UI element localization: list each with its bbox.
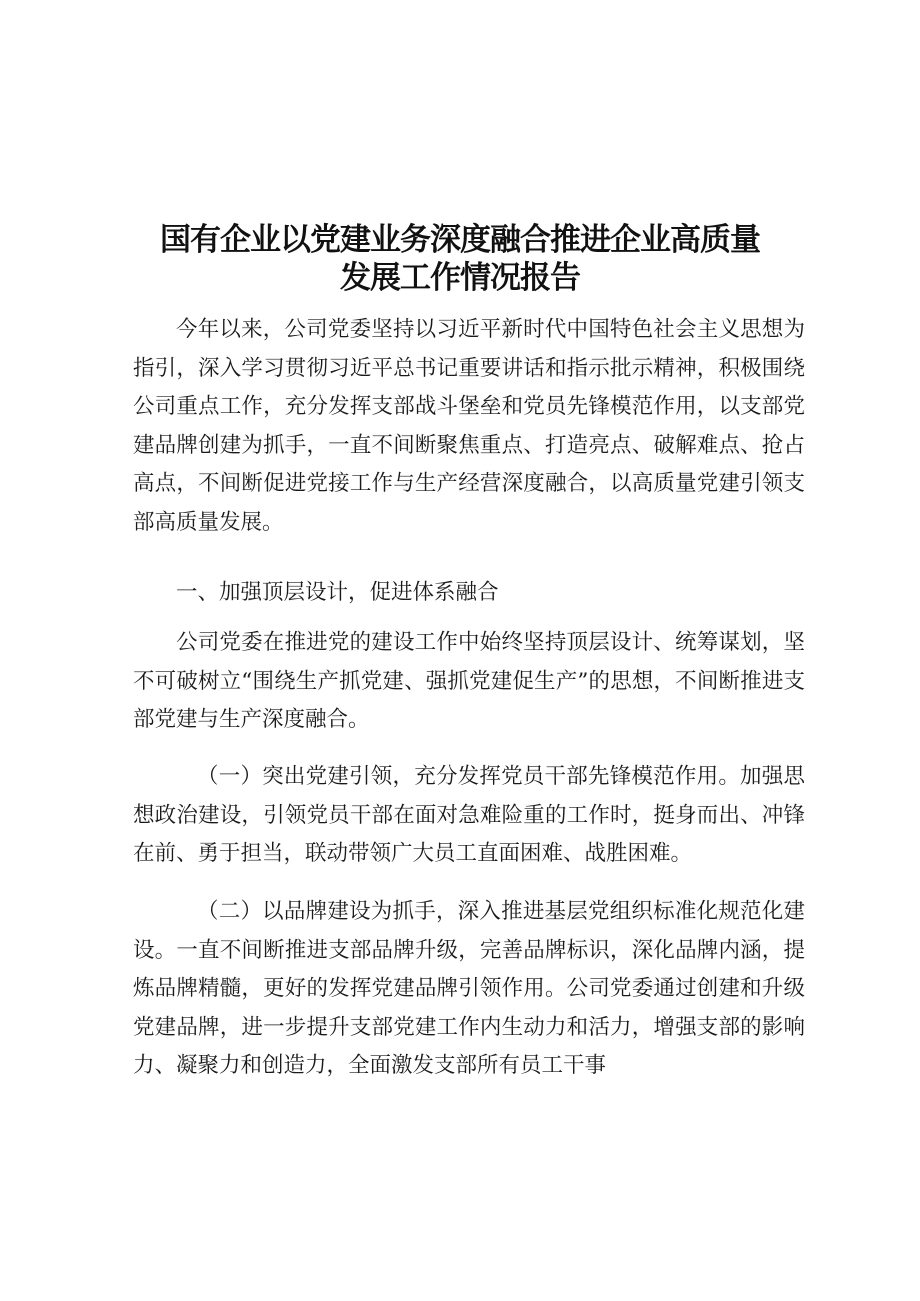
section-1-paragraph: 公司党委在推进党的建设工作中始终坚持顶层设计、统筹谋划，坚不可破树立“围绕生产抓党建、强抓党建促生产”的思想，不间断推进支部党建与生产深度融合。 [133, 630, 805, 732]
subsection-1-paragraph: （一）突出党建引领，充分发挥党员干部先锋模范作用。加强思想政治建设，引领党员干部在面对急难险重的工作时，挺身而出、冲锋在前、勇于担当，联动带领广大员工直面困难、战胜困难。 [133, 764, 805, 866]
document-title-line-1: 国有企业以党建业务深度融合推进企业高质量 [160, 222, 760, 258]
document-title-line-2: 发展工作情况报告 [340, 260, 580, 296]
subsection-2-paragraph: （二）以品牌建设为抓手，深入推进基层党组织标准化规范化建设。一直不间断推进支部品牌升级，完善品牌标识，深化品牌内涵，提炼品牌精髓，更好的发挥党建品牌引领作用。公司党委通过创建和升级党建品牌，进一步提升支部党建工作内生动力和活力，增强支部的影响力、凝聚力和创造力，全面激发支部所有员工干事 [133, 899, 805, 1078]
section-heading-1: 一、加强顶层设计，促进体系融合 [176, 580, 499, 605]
intro-paragraph: 今年以来，公司党委坚持以习近平新时代中国特色社会主义思想为指引，深入学习贯彻习近平总书记重要讲话和指示批示精神，积极围绕公司重点工作，充分发挥支部战斗堡垒和党员先锋模范作用，以支部党建品牌创建为抓手，一直不间断聚焦重点、打造亮点、破解难点、抢占高点，不间断促进党接工作与生产经营深度融合，以高质量党建引领支部高质量发展。 [133, 317, 805, 535]
